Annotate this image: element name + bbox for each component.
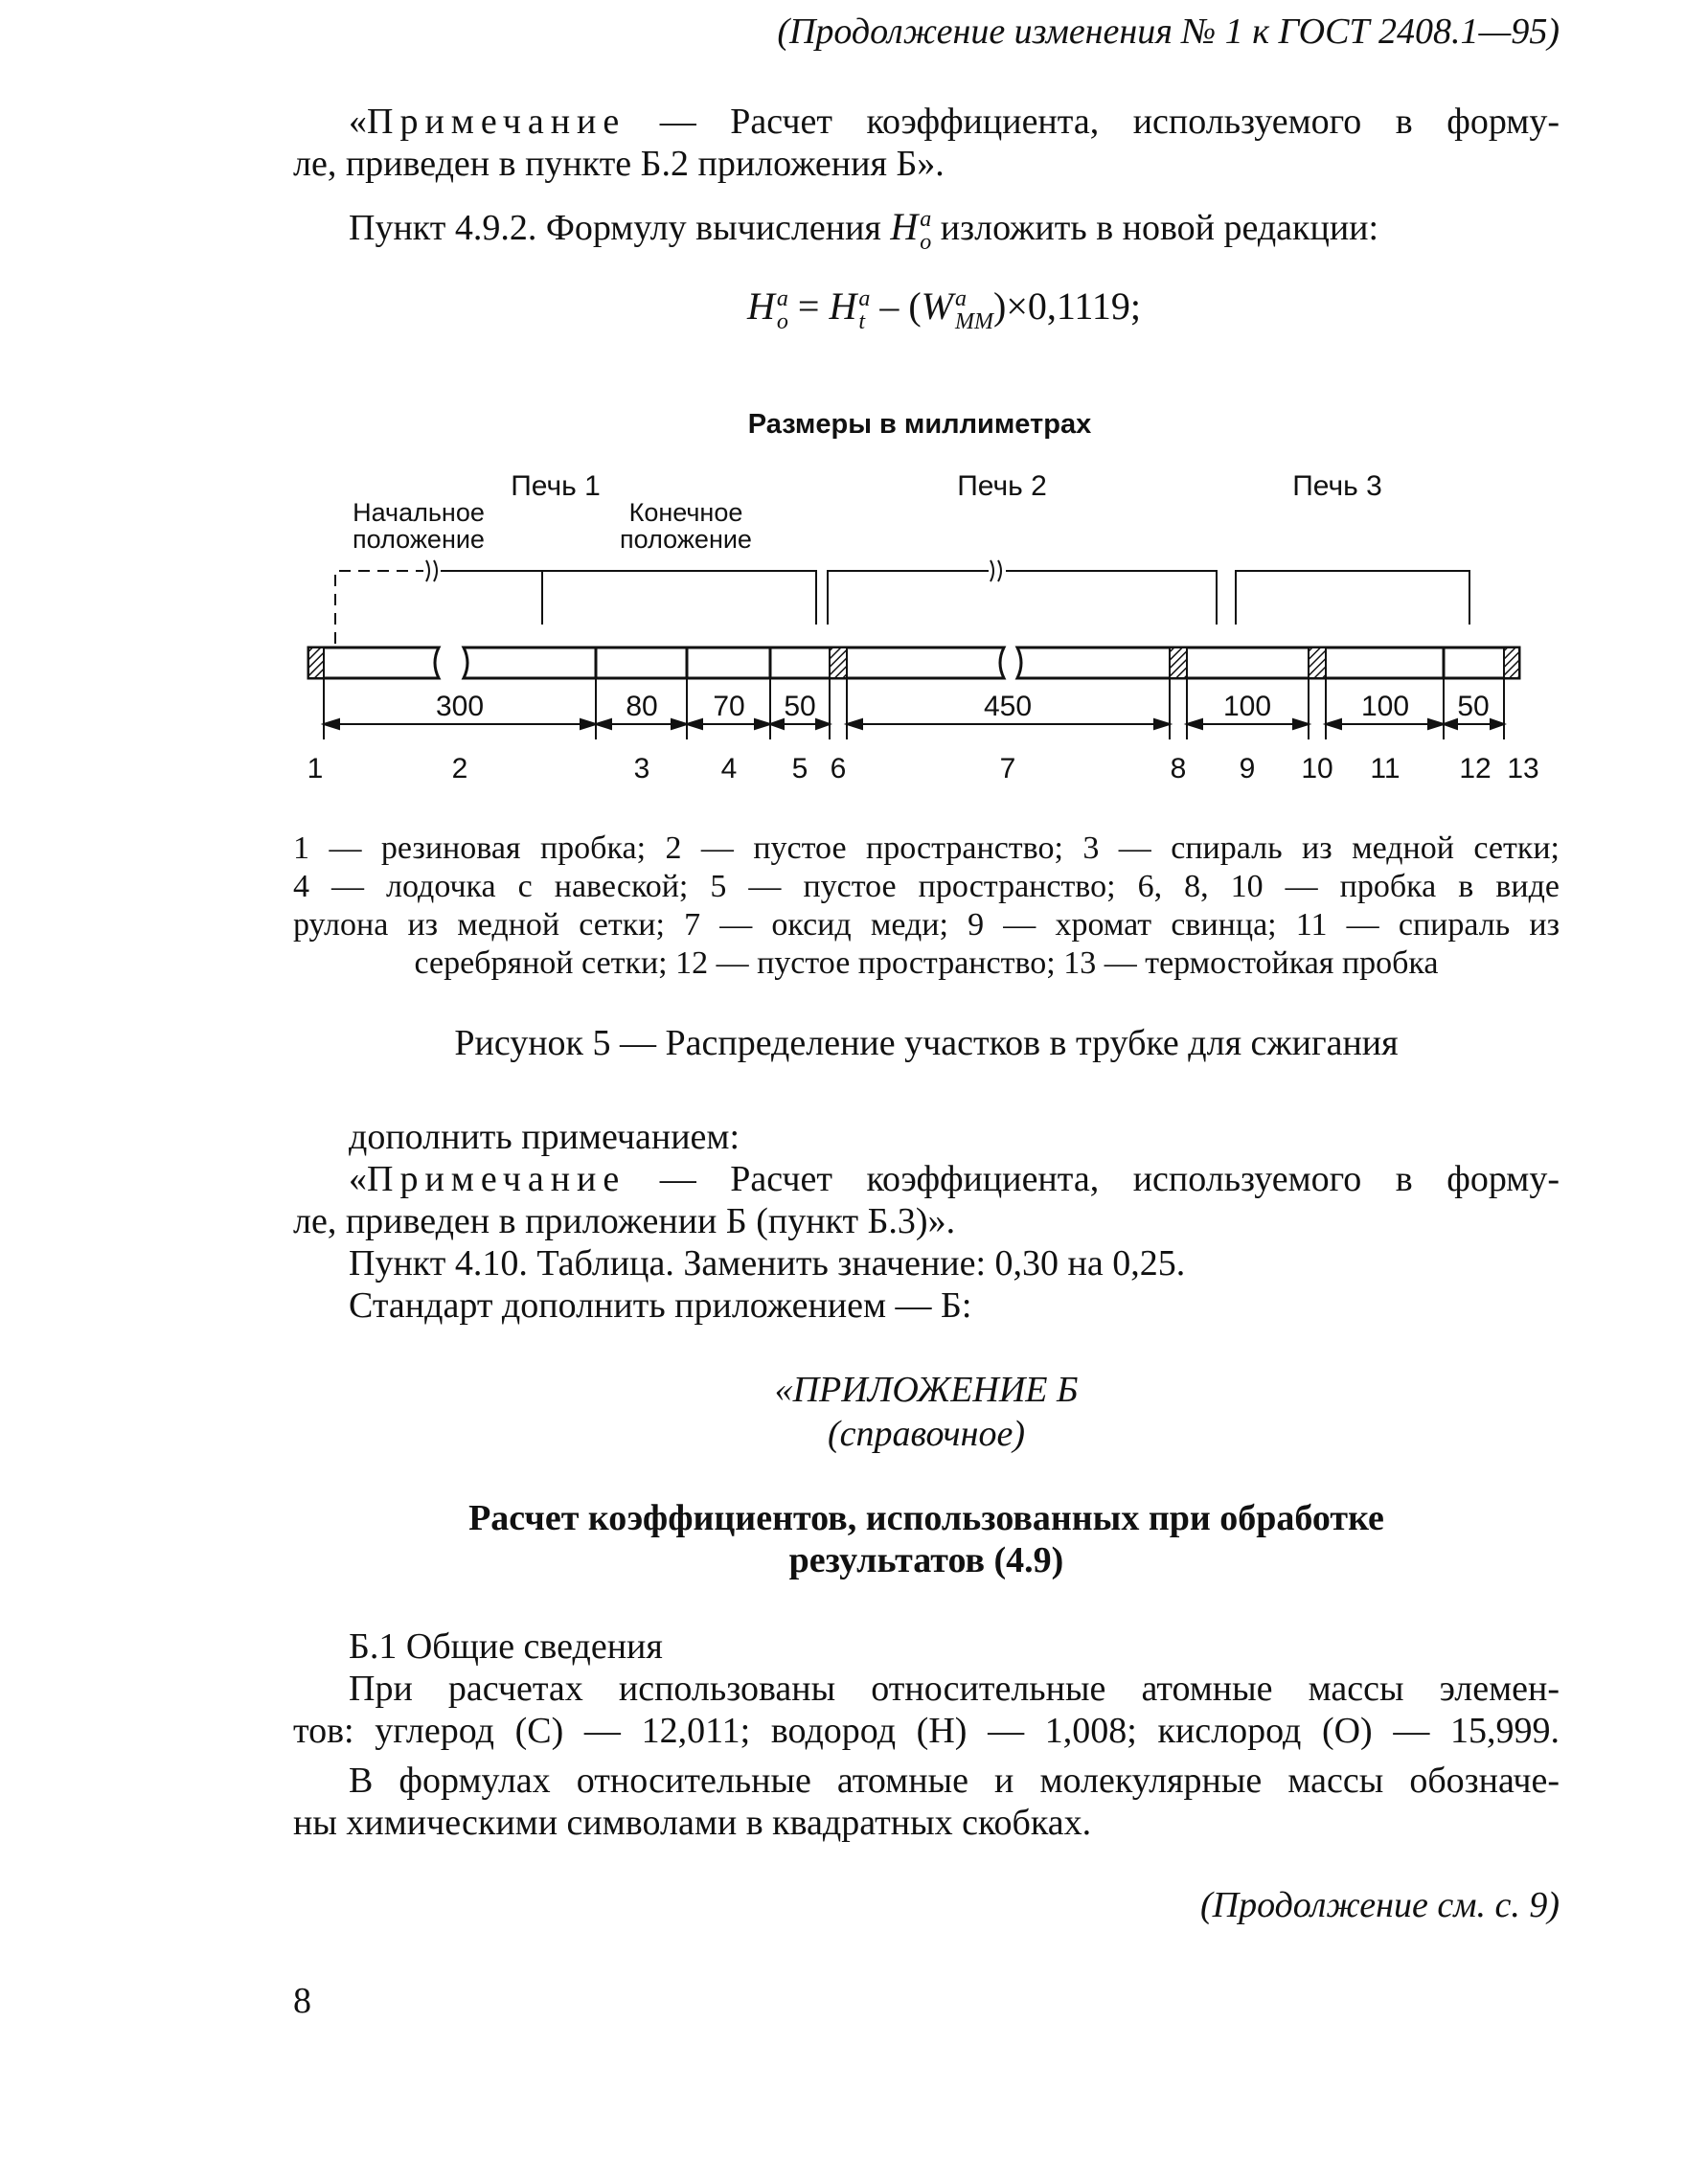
- position-3: 3: [633, 753, 650, 784]
- clause-text-after: изложить в новой редакции:: [931, 208, 1379, 248]
- appendix-heading-line-2: результатов (4.9): [788, 1540, 1064, 1580]
- position-8: 8: [1170, 753, 1187, 784]
- legend-line-2: 4 — лодочка с навеской; 5 — пустое пространство; 6, 8, 10 — пробка в виде: [293, 869, 1560, 904]
- position-10: 10: [1301, 753, 1333, 784]
- appendix-heading-line-1: Расчет коэффициентов, использованных при обработке: [468, 1498, 1384, 1538]
- end-position-label-2: положение: [620, 525, 752, 554]
- legend-line-4: серебряной сетки; 12 — пустое пространство; 13 — термостойкая пробка: [414, 945, 1439, 981]
- furnace-3-label: Печь 3: [1292, 470, 1382, 502]
- note-line-2: ле, приведен в пункте Б.2 приложения Б».: [293, 144, 945, 184]
- supplement-line: дополнить примечанием:: [349, 1117, 740, 1157]
- section-b1-p1-line-1: При расчетах использованы относительные атомные массы элемен-: [349, 1669, 1560, 1709]
- position-6: 6: [830, 753, 847, 784]
- note-label: Примечание: [367, 102, 626, 142]
- dimension-300: 300: [435, 691, 485, 722]
- dimension-lines: [324, 719, 1504, 729]
- section-b1-p1-line-2: тов: углерод (С) — 12,011; водород (Н) — 1,008; кислород (О) — 15,999.: [293, 1711, 1560, 1751]
- start-position-label-1: Начальное: [353, 498, 485, 527]
- dimension-70: 70: [713, 691, 745, 722]
- appendix-subtitle: (справочное): [827, 1414, 1026, 1454]
- furnace-1-label: Печь 1: [511, 470, 601, 502]
- note-text: — Расчет коэффициента, используемого в форму-: [626, 102, 1560, 142]
- figure-caption: Рисунок 5 — Распределение участков в трубке для сжигания: [454, 1023, 1399, 1063]
- clause-text-before: Пункт 4.9.2. Формулу вычисления: [349, 208, 891, 248]
- position-2: 2: [451, 753, 468, 784]
- dimension-50a: 50: [784, 691, 816, 722]
- appendix-title: «ПРИЛОЖЕНИЕ Б: [774, 1370, 1079, 1410]
- furnace-brackets: [335, 560, 1469, 644]
- furnace-2-label: Печь 2: [957, 470, 1047, 502]
- position-12: 12: [1459, 753, 1492, 784]
- note-2-line-1: «Примечание — Расчет коэффициента, используемого в форму-: [349, 1159, 1560, 1199]
- extension-lines: [324, 678, 1504, 739]
- dimension-450: 450: [983, 691, 1033, 722]
- dimension-100b: 100: [1360, 691, 1410, 722]
- note-2-label: Примечание: [367, 1159, 626, 1199]
- start-position-label-2: положение: [353, 525, 485, 554]
- combustion-tube: [308, 648, 1519, 678]
- position-13: 13: [1507, 753, 1539, 784]
- formula: H a o = H a t – (W a MM )×0,1119;: [747, 284, 1142, 334]
- section-b1-p2-line-1: В формулах относительные атомные и молекулярные массы обозначе-: [349, 1761, 1560, 1801]
- dimension-80: 80: [626, 691, 658, 722]
- position-9: 9: [1239, 753, 1256, 784]
- note-line-1: «Примечание — Расчет коэффициента, используемого в форму-: [349, 102, 1560, 142]
- note-2-text: — Расчет коэффициента, используемого в форму-: [626, 1159, 1560, 1199]
- position-11: 11: [1370, 753, 1401, 784]
- position-5: 5: [791, 753, 808, 784]
- page-number: 8: [293, 1981, 311, 2021]
- legend-line-3: рулона из медной сетки; 7 — оксид меди; 9 — хромат свинца; 11 — спираль из: [293, 907, 1560, 943]
- section-b1-title: Б.1 Общие сведения: [349, 1626, 663, 1667]
- legend-line-1: 1 — резиновая пробка; 2 — пустое пространство; 3 — спираль из медной сетки;: [293, 830, 1560, 866]
- section-b1-p2-line-2: ны химическими символами в квадратных скобках.: [293, 1803, 1092, 1843]
- clause-4-10: Пункт 4.10. Таблица. Заменить значение: 0,30 на 0,25.: [349, 1243, 1186, 1284]
- position-1: 1: [307, 753, 324, 784]
- note-2-line-2: ле, приведен в приложении Б (пункт Б.3)».: [293, 1201, 956, 1241]
- dimension-100a: 100: [1222, 691, 1272, 722]
- clause-4-9-2: [349, 205, 1560, 254]
- running-header: (Продолжение изменения № 1 к ГОСТ 2408.1—95): [777, 11, 1560, 52]
- end-position-label-1: Конечное: [628, 498, 743, 527]
- dimension-50b: 50: [1457, 691, 1490, 722]
- combustion-tube-figure: [0, 383, 1708, 805]
- position-4: 4: [720, 753, 738, 784]
- standard-supplement: Стандарт дополнить приложением — Б:: [349, 1285, 972, 1326]
- position-7: 7: [999, 753, 1016, 784]
- inline-symbol: H a o: [890, 205, 932, 255]
- units-caption: Размеры в миллиметрах: [747, 409, 1092, 440]
- continuation-note: (Продолжение см. с. 9): [1199, 1885, 1560, 1925]
